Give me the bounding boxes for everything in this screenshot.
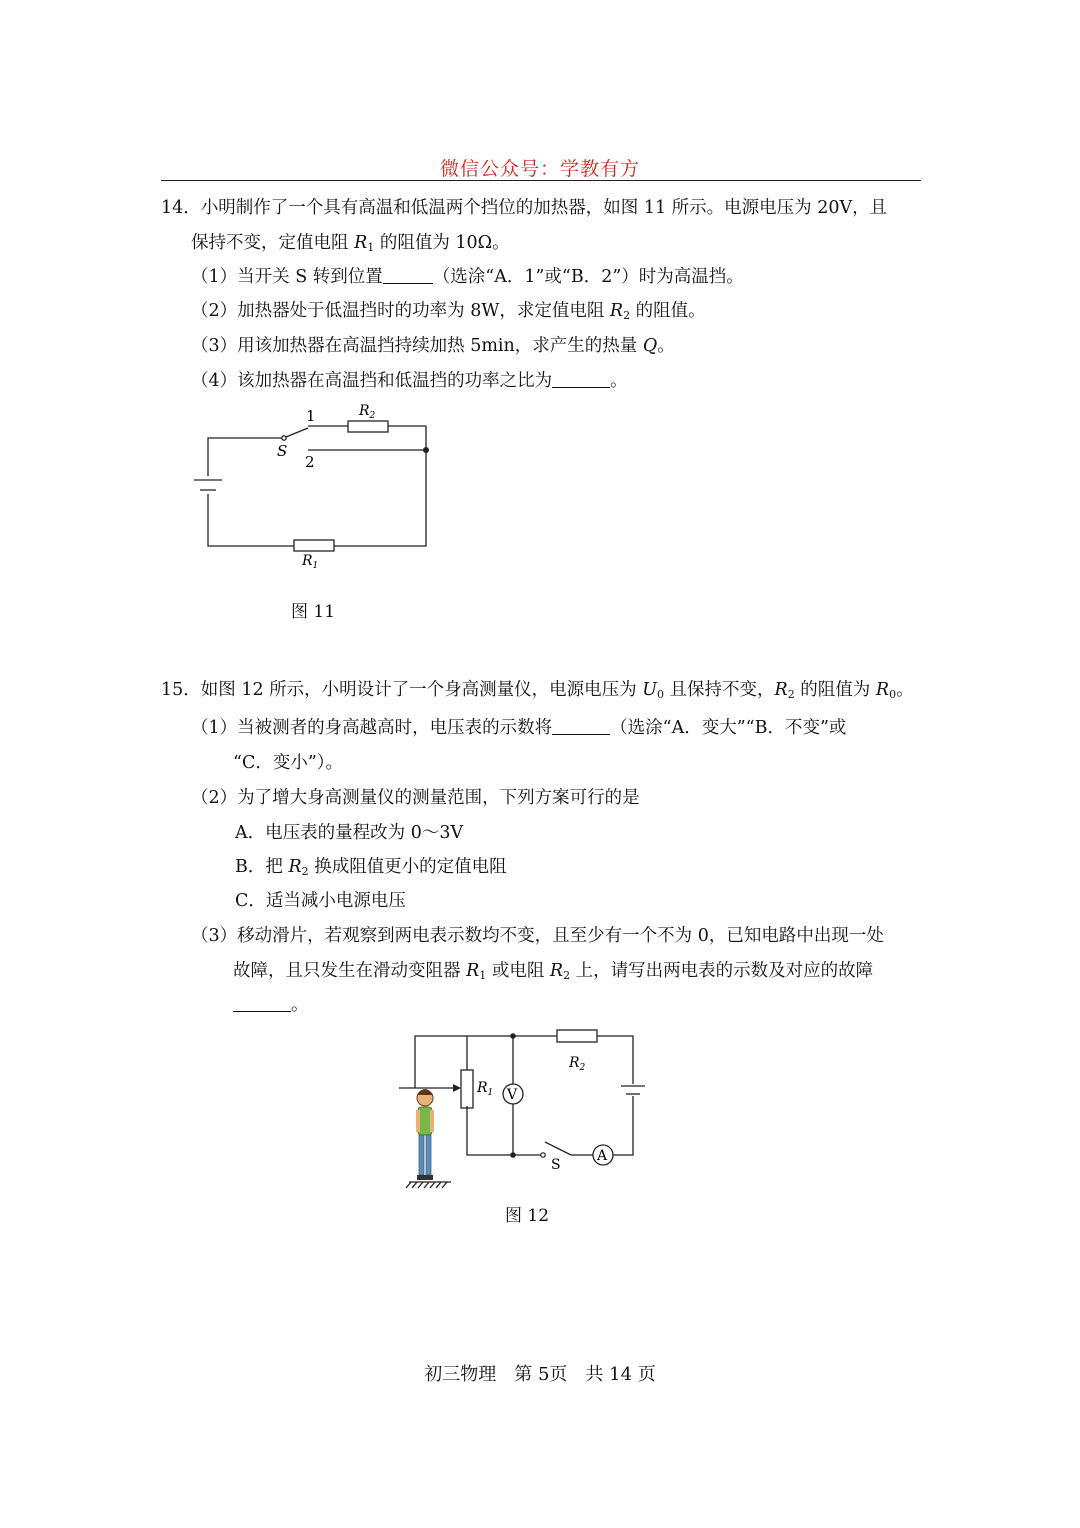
q15-stem: 15．如图 12 所示，小明设计了一个身高测量仪，电源电压为 $U_0$ 且保持不变，$R_2$ 的阻值为 $R_0$。 — [161, 680, 914, 701]
symbol-r1: $R_1$ — [354, 233, 375, 254]
q14-part2: （2）加热器处于低温挡时的功率为 8W，求定值电阻 $R_2$ 的阻值。 — [191, 301, 706, 322]
switch-pivot — [541, 1153, 545, 1157]
q14-part1: （1）当开关 S 转到位置 （选涂“A．1”或“B．2”）时为高温挡。 — [191, 267, 744, 287]
answer-blank[interactable] — [552, 716, 610, 735]
voltmeter-label: V — [507, 1087, 518, 1103]
ammeter-label: A — [597, 1148, 608, 1164]
q15-part1: （1）当被测者的身高越高时，电压表的示数将 （选涂“A．变大”“B．不变”或 — [191, 718, 847, 738]
q14-stem-text: 保持不变，定值电阻 — [191, 233, 355, 253]
figure-12-caption: 图 12 — [505, 1206, 550, 1226]
resistor-r2 — [557, 1030, 597, 1042]
q15-option-c: C．适当减小电源电压 — [235, 891, 406, 911]
q15-part3-line2: 故障，且只发生在滑动变阻器 $R_1$ 或电阻 $R_2$ 上，请写出两电表的示数及对应的故障 — [233, 961, 874, 982]
q15-part3-line3: 。 — [233, 993, 309, 1017]
answer-blank[interactable] — [233, 993, 291, 1012]
q15-part1-cont: “C．变小”）。 — [233, 753, 344, 773]
wire — [208, 438, 282, 476]
q15-option-b: B．把 $R_2$ 换成阻值更小的定值电阻 — [235, 857, 507, 878]
ground-hatch — [406, 1182, 447, 1188]
q15-part3-line1: （3）移动滑片，若观察到两电表示数均不变，且至少有一个不为 0，已知电路中出现一处 — [191, 926, 884, 946]
position-label-1: 1 — [306, 407, 316, 425]
slider-arrow-head — [453, 1084, 461, 1092]
wire — [334, 426, 426, 546]
q15-option-a: A．电压表的量程改为 0～3V — [235, 823, 464, 843]
figure-11-caption: 图 11 — [291, 602, 336, 622]
wire — [208, 494, 294, 546]
resistor-r2 — [348, 421, 388, 432]
wire — [597, 1036, 633, 1084]
wire — [613, 1096, 633, 1155]
answer-blank[interactable] — [552, 369, 610, 388]
switch-label: S — [551, 1157, 561, 1173]
switch-blade — [286, 428, 308, 437]
q14-stem-text: 的阻值为 10Ω。 — [374, 233, 510, 253]
wire — [467, 1106, 542, 1155]
answer-blank[interactable] — [383, 265, 433, 284]
rheostat-r1 — [461, 1070, 473, 1108]
r1-label: $R_1$ — [302, 553, 319, 571]
junction-dot — [423, 447, 429, 453]
page-footer: 初三物理 第 5页 共 14 页 — [424, 1364, 656, 1385]
watermark-header: 微信公众号：学教有方 — [439, 158, 640, 180]
switch-pivot — [282, 436, 286, 440]
r2-label: $R_2$ — [569, 1055, 586, 1073]
resistor-r1 — [294, 540, 334, 551]
junction-dot — [510, 1152, 516, 1158]
q15-part2: （2）为了增大身高测量仪的测量范围，下列方案可行的是 — [191, 788, 640, 808]
person-illustration — [416, 1089, 434, 1180]
junction-dot — [510, 1033, 516, 1039]
q14-part4: （4）该加热器在高温挡和低温挡的功率之比为 。 — [191, 371, 628, 391]
q14-part3: （3）用该加热器在高温挡持续加热 5min，求产生的热量 Q。 — [191, 336, 675, 356]
r2-label: $R_2$ — [359, 403, 376, 421]
switch-label: S — [277, 442, 288, 460]
r1-label: $R_1$ — [477, 1080, 494, 1098]
q14-stem-line1: 14．小明制作了一个具有高温和低温两个挡位的加热器，如图 11 所示。电源电压为 20V，且 — [161, 198, 888, 218]
position-label-2: 2 — [305, 453, 315, 471]
header-rule — [161, 180, 921, 181]
switch-blade — [545, 1142, 571, 1155]
figure-12-circuit — [395, 1022, 655, 1197]
figure-11-circuit — [180, 400, 460, 580]
q14-stem-line2 — [191, 231, 510, 255]
